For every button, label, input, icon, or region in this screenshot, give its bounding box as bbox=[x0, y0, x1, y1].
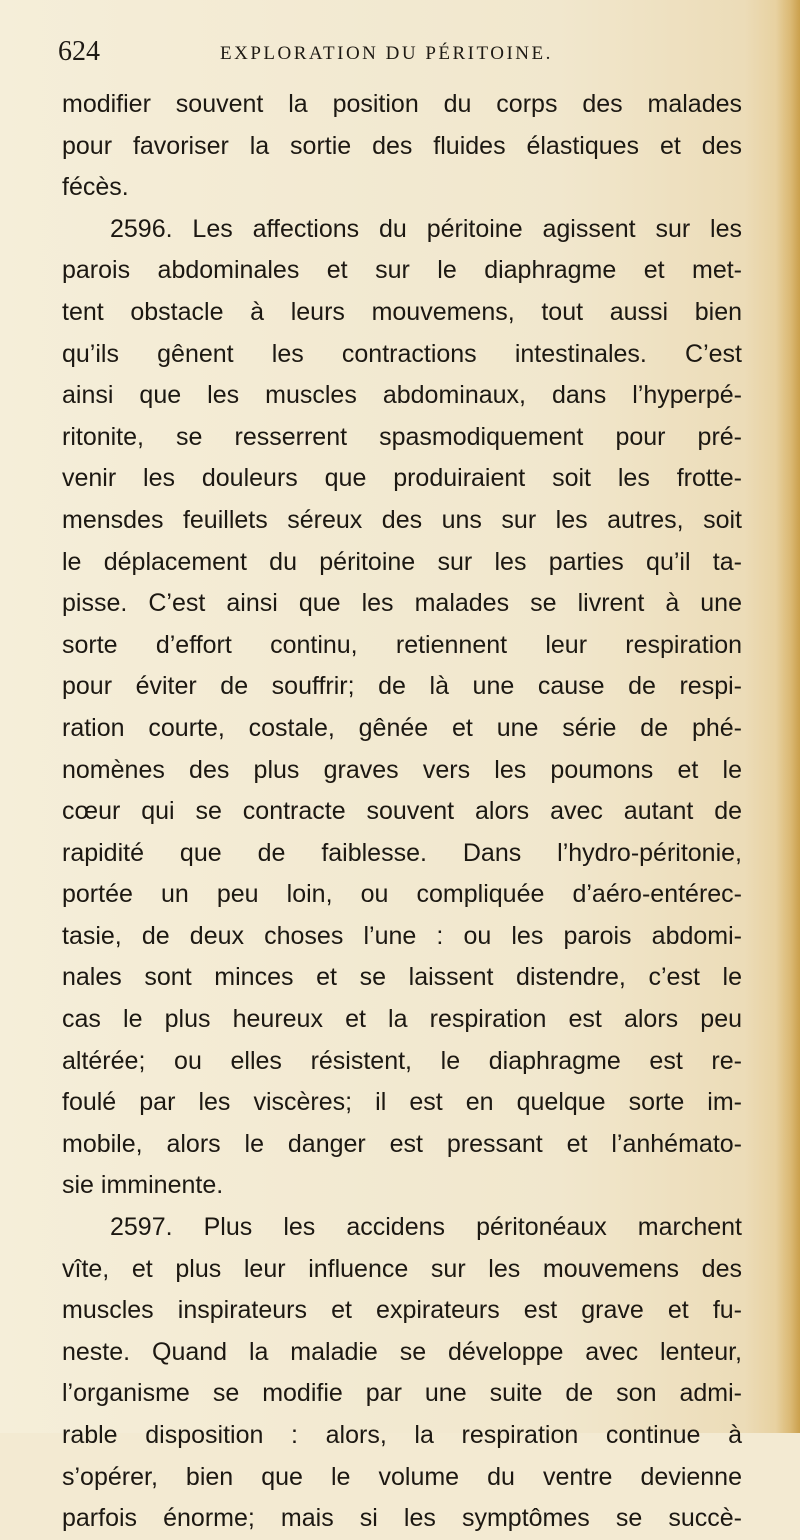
paragraph-start-2596: 2596. Les affections du péritoine agissent sur les bbox=[110, 214, 742, 243]
text-line: s’opérer, bien que le volume du ventre devienne bbox=[62, 1462, 742, 1491]
text-line: nales sont minces et se laissent distendre, c’est le bbox=[62, 963, 742, 992]
text-line: parois abdominales et sur le diaphragme et met- bbox=[62, 256, 742, 285]
text-line: parfois énorme; mais si les symptômes se succè- bbox=[62, 1504, 742, 1533]
text-line: sorte d’effort continu, retiennent leur respiration bbox=[62, 630, 742, 659]
text-line: venir les douleurs que produiraient soit les frotte- bbox=[62, 464, 742, 493]
text-line: rapidité que de faiblesse. Dans l’hydro-péritonie, bbox=[62, 838, 742, 867]
text-line: cas le plus heureux et la respiration est alors peu bbox=[62, 1005, 742, 1034]
text-line: portée un peu loin, ou compliquée d’aéro-entérec- bbox=[62, 880, 742, 909]
text-line: tasie, de deux choses l’une : ou les parois abdomi- bbox=[62, 921, 742, 950]
text-line: nomènes des plus graves vers les poumons et le bbox=[62, 755, 742, 784]
page-number: 624 bbox=[58, 36, 100, 67]
text-line: rable disposition : alors, la respiration continue à bbox=[62, 1421, 742, 1449]
text-line: muscles inspirateurs et expirateurs est grave et fu- bbox=[62, 1296, 742, 1325]
text-line: mensdes feuillets séreux des uns sur les autres, soit bbox=[62, 505, 742, 534]
text-line: ritonite, se resserrent spasmodiquement pour pré- bbox=[62, 422, 742, 451]
text-line: cœur qui se contracte souvent alors avec autant de bbox=[62, 797, 742, 826]
text-line: foulé par les viscères; il est en quelque sorte im- bbox=[62, 1088, 742, 1117]
body-text bbox=[62, 84, 742, 1540]
paragraph-start-2597: 2597. Plus les accidens péritonéaux marchent bbox=[110, 1213, 742, 1242]
text-line: fécès. bbox=[62, 173, 129, 202]
text-line: mobile, alors le danger est pressant et l’anhémato- bbox=[62, 1129, 742, 1158]
text-line: ainsi que les muscles abdominaux, dans l’hyperpé- bbox=[62, 381, 742, 410]
text-line: altérée; ou elles résistent, le diaphragme est re- bbox=[62, 1046, 742, 1075]
text-line: pisse. C’est ainsi que les malades se livrent à une bbox=[62, 589, 742, 618]
text-line: le déplacement du péritoine sur les parties qu’il ta- bbox=[62, 547, 742, 576]
text-line: pour favoriser la sortie des fluides élastiques et des bbox=[62, 131, 742, 160]
text-line: tent obstacle à leurs mouvemens, tout aussi bien bbox=[62, 297, 742, 326]
page-edge bbox=[776, 0, 800, 1433]
text-line: vîte, et plus leur influence sur les mouvemens des bbox=[62, 1254, 742, 1283]
text-line: modifier souvent la position du corps des malades bbox=[62, 90, 742, 118]
text-line: neste. Quand la maladie se développe avec lenteur, bbox=[62, 1337, 742, 1366]
text-line: pour éviter de souffrir; de là une cause de respi- bbox=[62, 672, 742, 701]
text-line: ration courte, costale, gênée et une série de phé- bbox=[62, 713, 742, 742]
text-line: qu’ils gênent les contractions intestinales. C’est bbox=[62, 339, 742, 368]
text-line: l’organisme se modifie par une suite de son admi- bbox=[62, 1379, 742, 1408]
text-line: sie imminente. bbox=[62, 1171, 224, 1200]
running-title: EXPLORATION DU PÉRITOINE. bbox=[220, 43, 553, 64]
running-header bbox=[58, 32, 748, 72]
